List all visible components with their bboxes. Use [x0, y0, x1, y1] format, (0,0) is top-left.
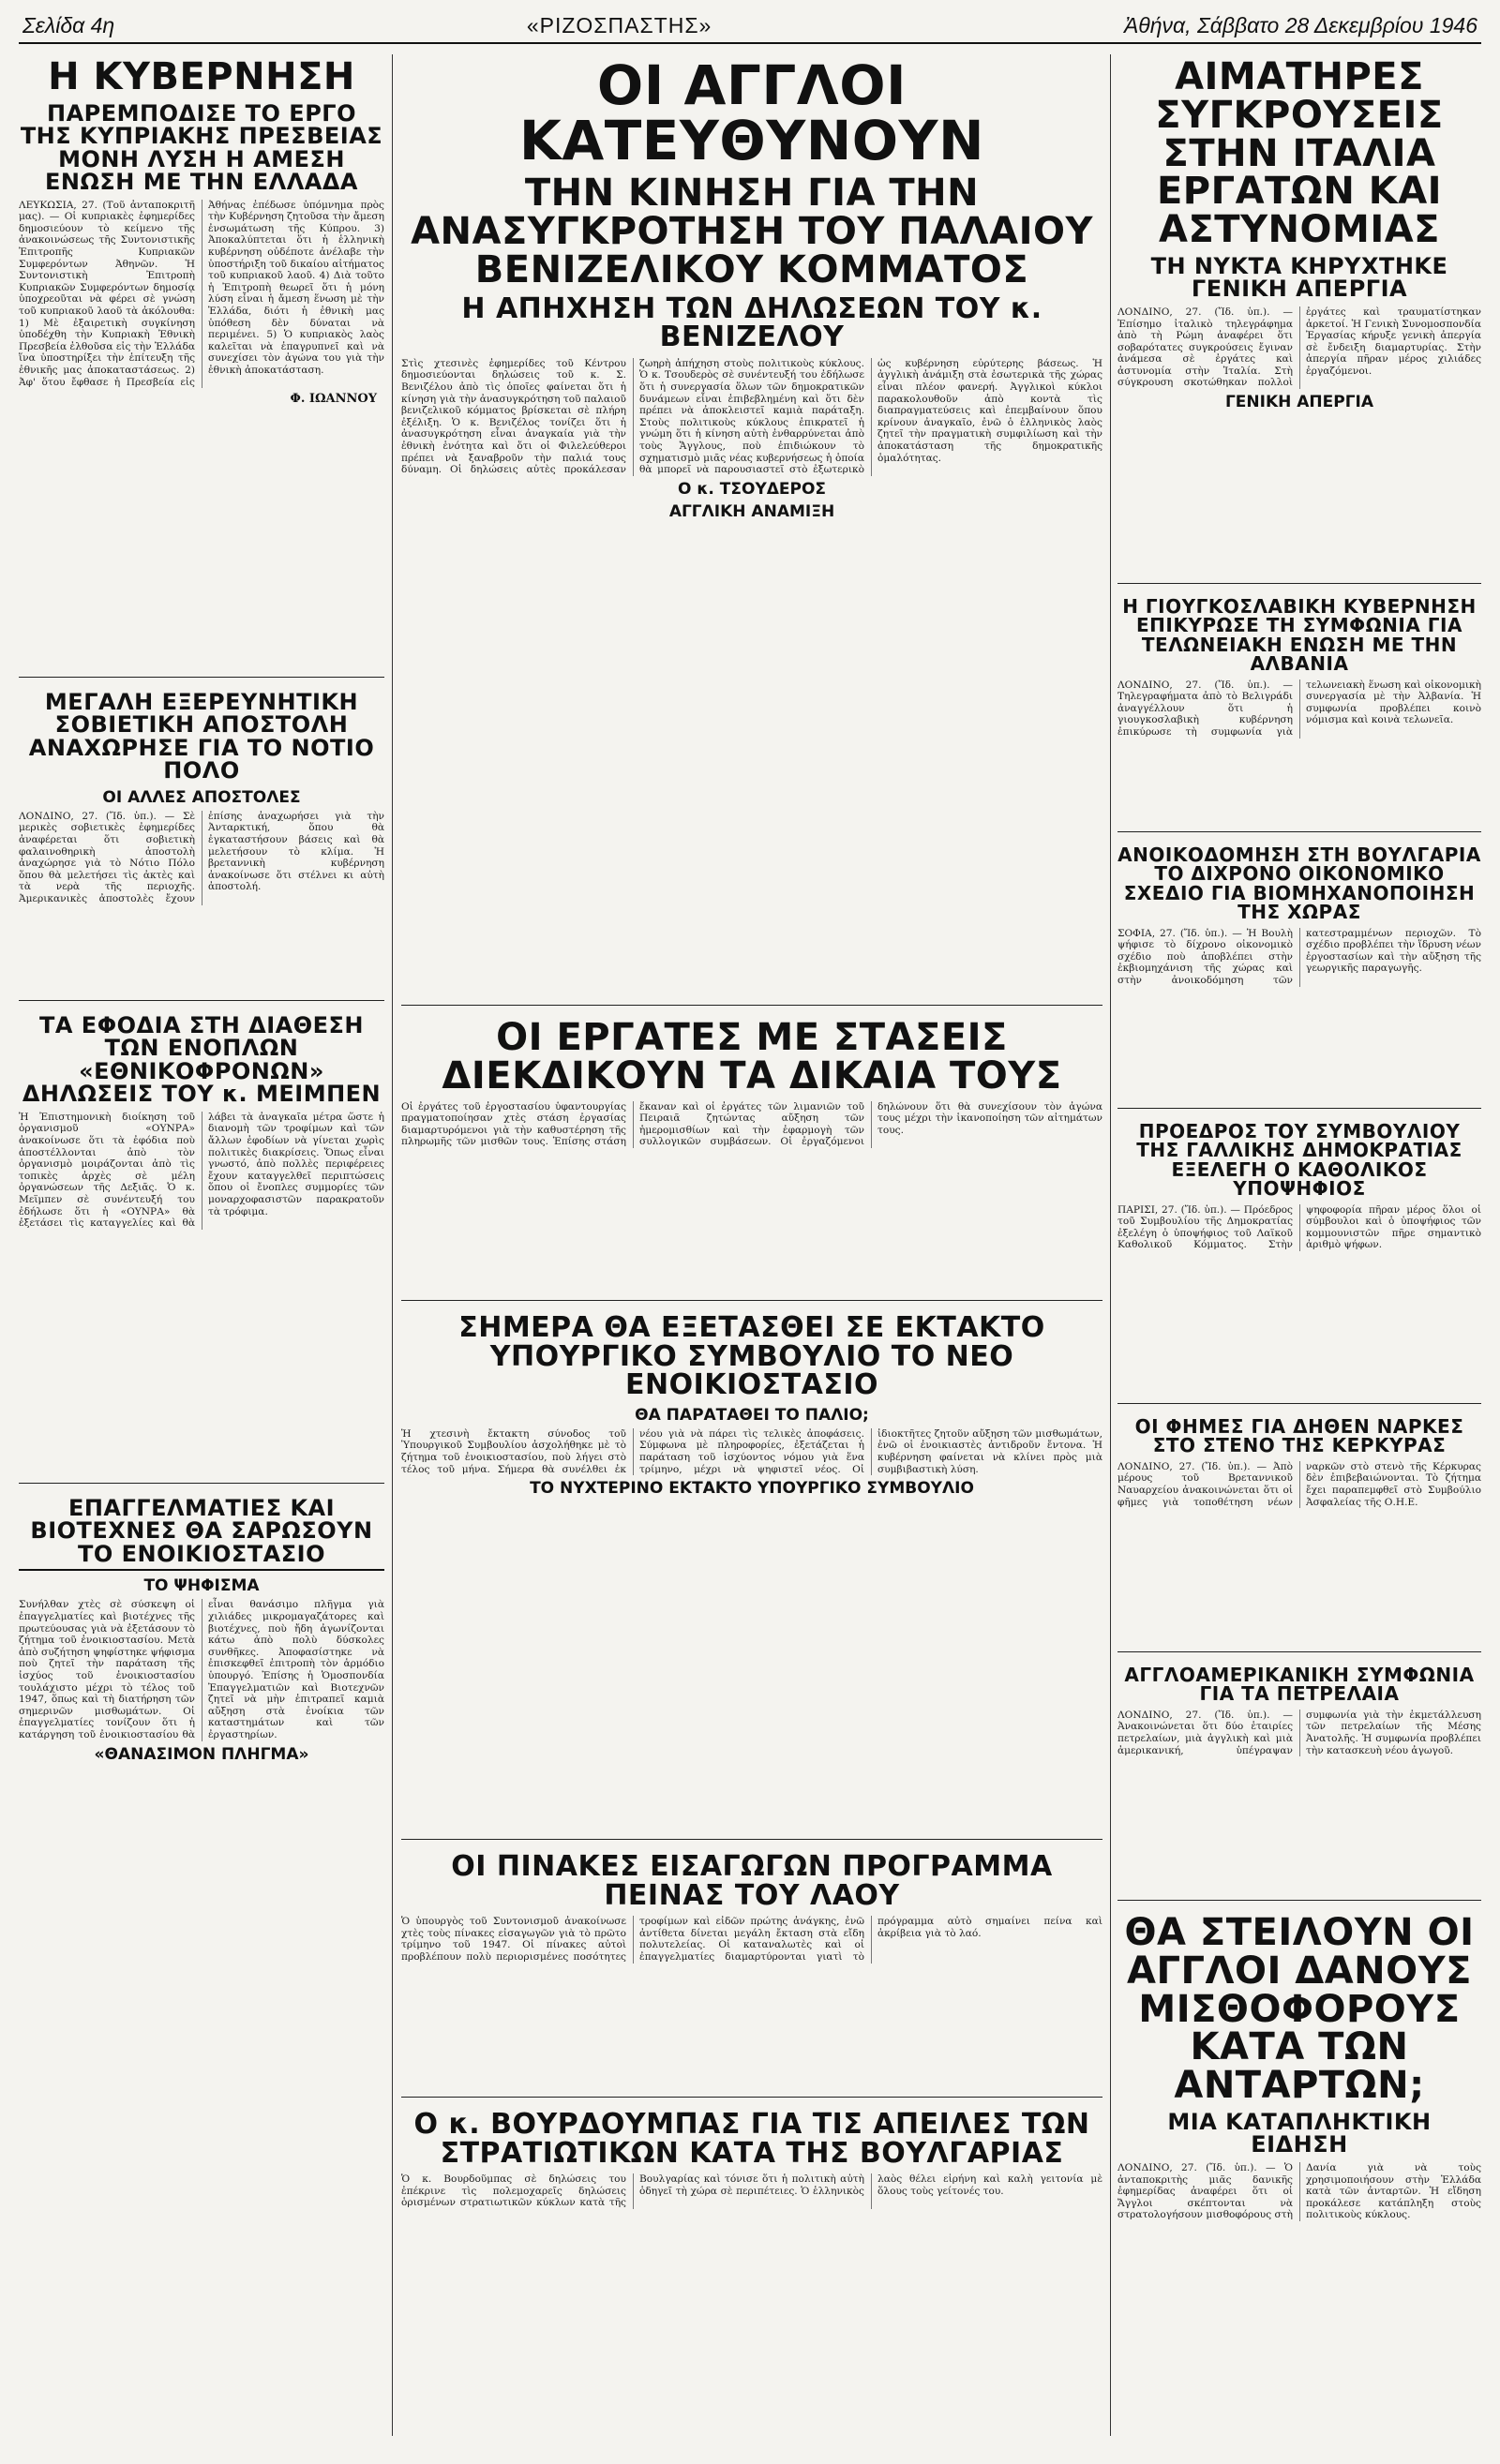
article-main — [401, 54, 1102, 1006]
article-subheadline: ΤΗ ΝΥΚΤΑ ΚΗΡΥΧΤΗΚΕ ΓΕΝΙΚΗ ΑΠΕΡΓΙΑ — [1150, 252, 1448, 303]
article-body: ΠΑΡΙΣΙ, 27. (Ἴδ. ὑπ.). — Πρόεδρος τοῦ Συμβουλίου τῆς Δημοκρατίας ἐξελέγη ὁ ὑποψήφιος τοῦ Λαϊκοῦ Καθολικοῦ Κόμματος. Στὴν ψηφοφορία πῆραν μέρος ὅλοι οἱ σύμβουλοι καὶ ὁ ὑποψήφιος τῶν κομμουνιστῶν πῆρε σημαντικὸ ἀριθμὸ ψήφων. — [1118, 1203, 1481, 1251]
article-subheading: ΘΑ ΠΑΡΑΤΑΘΕΙ ΤΟ ΠΑΛΙΟ; — [635, 1405, 869, 1425]
article-tenants — [19, 1493, 384, 2340]
masthead — [19, 13, 1481, 44]
article-headline: ΟΙ ΠΙΝΑΚΕΣ ΕΙΣΑΓΩΓΩΝ ΠΡΟΓΡΑΜΜΑ ΠΕΙΝΑΣ ΤΟΥ ΛΑΟΥ — [451, 1850, 1053, 1912]
article-body: Ἡ χτεσινὴ ἔκτακτη σύνοδος τοῦ Ὑπουργικοῦ Συμβουλίου ἀσχολήθηκε μὲ τὸ ζήτημα τοῦ ἐνοικιοστασίου, ποὺ λήγει στὸ τέλος τοῦ μήνα. Σήμερα θὰ συνέλθει ἐκ νέου γιὰ νὰ πάρει τὶς τελικὲς ἀποφάσεις. Σύμφωνα μὲ πληροφορίες, ἐξετάζεται ἡ παράταση τοῦ ἰσχύοντος νόμου γιὰ ἕνα τρίμηνο, μέχρι νὰ ψηφιστεῖ νέος. Οἱ ἰδιοκτῆτες ζητοῦν αὔξηση τῶν μισθωμάτων, ἐνῶ οἱ ἐνοικιαστὲς ἀντιδροῦν ἔντονα. Ἡ κυβέρνηση φαίνεται νὰ κλίνει πρὸς μιὰ συμβιβαστικὴ λύση. — [401, 1427, 1102, 1475]
article-headline: Ο κ. ΒΟΥΡΔΟΥΜΠΑΣ ΓΙΑ ΤΙΣ ΑΠΕΙΛΕΣ ΤΩΝ ΣΤΡΑΤΙΩΤΙΚΩΝ ΚΑΤΑ ΤΗΣ ΒΟΥΛΓΑΡΙΑΣ — [413, 2108, 1090, 2170]
article-headline: ΣΗΜΕΡΑ ΘΑ ΕΞΕΤΑΣΘΕΙ ΣΕ ΕΚΤΑΚΤΟ ΥΠΟΥΡΓΙΚΟ ΣΥΜΒΟΥΛΙΟ ΤΟ ΝΕΟ ΕΝΟΙΚΙΟΣΤΑΣΙΟ — [458, 1311, 1045, 1402]
article-signature: Φ. ΙΩΑΝΝΟΥ — [290, 392, 377, 407]
article-body: Στὶς χτεσινὲς ἐφημερίδες τοῦ Κέντρου δημοσιεύονται δηλώσεις τοῦ κ. Σ. Βενιζέλου ἀπὸ τὶς ὁποῖες φαίνεται ὅτι ἡ κίνηση γιὰ τὴν ἀνασυγκρότηση τοῦ παλαιοῦ βενιζελικοῦ κόμματος βρίσκεται σὲ πλήρη ἐξέλιξη. Ὁ κ. Βενιζέλος τονίζει ὅτι ἡ ἀνασυγκρότηση εἶναι ἀναγκαία γιὰ τὴν ἐθνικὴ ἑνότητα καὶ ὅτι οἱ Φιλελεύθεροι πρέπει νὰ ξαναβροῦν τὴν παλιά τους δύναμη. Οἱ δηλώσεις αὐτὲς προκάλεσαν ζωηρὴ ἀπήχηση στοὺς πολιτικοὺς κύκλους. Ὁ κ. Τσουδερὸς σὲ συνέντευξή του ἐδήλωσε ὅτι ἡ συνεργασία ὅλων τῶν δημοκρατικῶν δυνάμεων εἶναι ἐπιβεβλημένη καὶ ὅτι δὲν πρέπει νὰ ἀποκλειστεῖ καμιὰ παράταξη. Στοὺς πολιτικοὺς κύκλους ἐπικρατεῖ ἡ γνώμη ὅτι ἡ κίνηση αὐτὴ ἐνθαρρύνεται ἀπὸ τοὺς Ἄγγλους, ποὺ ἐπιδιώκουν τὸ σχηματισμὸ μιᾶς νέας κυβερνήσεως ἡ ὁποία θὰ μπορεῖ νὰ παρουσιαστεῖ στὸ ἐξωτερικὸ ὡς κυβέρνηση εὐρύτερης βάσεως. Ἡ ἀγγλικὴ ἀνάμιξη στὰ ἐσωτερικὰ τῆς χώρας εἶναι πλέον φανερή. Ἀγγλικοὶ κύκλοι παρακολουθοῦν ἀπὸ κοντὰ τὶς διαπραγματεύσεις καὶ ἐπεμβαίνουν ὅπου κρίνουν ἀναγκαῖο, ἐνῶ ὁ ἑλληνικὸς λαὸς ζητεῖ τὴν πραγματικὴ συμφιλίωση καὶ τὴν ἀποκατάσταση τῆς δημοκρατικῆς ὁμαλότητας. — [401, 357, 1102, 476]
column-divider — [392, 54, 393, 2436]
main-deck: Η ΑΠΗΧΗΣΗ ΤΩΝ ΔΗΛΩΣΕΩΝ ΤΟΥ κ. ΒΕΝΙΖΕΛΟΥ — [461, 291, 1042, 354]
article-body: ΛΟΝΔΙΝΟ, 27. (Ἴδ. ὑπ.). — Ἀπὸ μέρους τοῦ Βρεταννικοῦ Ναυαρχείου ἀνακοινώνεται ὅτι οἱ φῆμες γιὰ τοποθέτηση νέων ναρκῶν στὸ στενὸ τῆς Κέρκυρας δὲν ἐπιβεβαιώνονται. Τὸ ζήτημα ἔχει παραπεμφθεῖ στὸ Συμβούλιο Ἀσφαλείας τῆς Ο.Η.Ε. — [1118, 1460, 1481, 1508]
article-subheading: «ΘΑΝΑΣΙΜΟΝ ΠΛΗΓΜΑ» — [94, 1744, 309, 1764]
article-bulgaria-plan — [1118, 842, 1481, 1109]
article-british — [1118, 1910, 1481, 2382]
issue-date: Ἀθήνα, Σάββατο 28 Δεκεμβρίου 1946 — [1123, 13, 1478, 37]
article-subheading: ΤΟ ΝΥΧΤΕΡΙΝΟ ΕΚΤΑΚΤΟ ΥΠΟΥΡΓΙΚΟ ΣΥΜΒΟΥΛΙΟ — [530, 1479, 974, 1499]
article-headline: ΑΓΓΛΟΑΜΕΡΙΚΑΝΙΚΗ ΣΥΜΦΩΝΙΑ ΓΙΑ ΤΑ ΠΕΤΡΕΛΑΙΑ — [1124, 1664, 1475, 1706]
article-hunger — [401, 1849, 1102, 2098]
article-body: ΛΟΝΔΙΝΟ, 27. (Ἴδ. ὑπ.). — Τηλεγραφήματα ἀπὸ τὸ Βελιγράδι ἀναγγέλλουν ὅτι ἡ γιουγκοσλαβικὴ κυβέρνηση ἐπικύρωσε τὴ συμφωνία γιὰ τελωνειακὴ ἕνωση καὶ οἰκονομικὴ συνεργασία μὲ τὴν Ἀλβανία. Ἡ συμφωνία προβλέπει κοινὸ νόμισμα καὶ κοινὰ τελωνεῖα. — [1118, 679, 1481, 738]
right-column — [1118, 54, 1481, 2436]
column-divider — [1110, 54, 1111, 2436]
article-council — [401, 1310, 1102, 1840]
article-body: Ὁ ὑπουργὸς τοῦ Συντονισμοῦ ἀνακοίνωσε χτὲς τοὺς πίνακες εἰσαγωγῶν γιὰ τὸ πρῶτο τρίμηνο τοῦ 1947. Οἱ πίνακες αὐτοὶ προβλέπουν πολὺ περιορισμένες ποσότητες τροφίμων καὶ εἰδῶν πρώτης ἀνάγκης, ἐνῶ ἀντίθετα δίνεται μεγάλη ἔκταση στὰ εἴδη πολυτελείας. Οἱ καταναλωτὲς καὶ οἱ ἐπαγγελματίες διαμαρτύρονται γιατὶ τὸ πρόγραμμα αὐτὸ σημαίνει πείνα καὶ ἀκρίβεια γιὰ τὸ λαό. — [401, 1916, 1102, 1963]
article-headline: ΤΑ ΕΦΟΔΙΑ ΣΤΗ ΔΙΑΘΕΣΗ ΤΩΝ ΕΝΟΠΛΩΝ «ΕΘΝΙΚΟΦΡΟΝΩΝ» ΔΗΛΩΣΕΙΣ ΤΟΥ κ. ΜΕΙΜΠΕΝ — [22, 1012, 382, 1108]
article-italy — [1118, 54, 1481, 584]
article-bulgaria — [401, 2107, 1102, 2436]
article-oil — [1118, 1662, 1481, 1901]
article-headline: Η ΓΙΟΥΓΚΟΣΛΑΒΙΚΗ ΚΥΒΕΡΝΗΣΗ ΕΠΙΚΥΡΩΣΕ ΤΗ ΣΥΜΦΩΝΙΑ ΓΙΑ ΤΕΛΩΝΕΙΑΚΗ ΕΝΩΣΗ ΜΕ ΤΗΝ ΑΛΒΑΝΙΑ — [1122, 595, 1477, 676]
article-subheadline: ΜΙΑ ΚΑΤΑΠΛΗΚΤΙΚΗ ΕΙΔΗΣΗ — [1167, 2108, 1432, 2158]
page-number: Σελίδα 4η — [22, 13, 115, 37]
article-headline: ΟΙ ΦΗΜΕΣ ΓΙΑ ΔΗΘΕΝ ΝΑΡΚΕΣ ΣΤΟ ΣΤΕΝΟ ΤΗΣ ΚΕΡΚΥΡΑΣ — [1134, 1415, 1464, 1457]
article-subheading: ΟΙ ΑΛΛΕΣ ΑΠΟΣΤΟΛΕΣ — [102, 787, 301, 807]
article-body: ΛΟΝΔΙΝΟ, 27. (Ἴδ. ὑπ.). — Ὁ ἀνταποκριτὴς μιᾶς δανικῆς ἐφημερίδας ἀναφέρει ὅτι οἱ Ἄγγλοι σκέπτονται νὰ στρατολογήσουν μισθοφόρους στὴ Δανία γιὰ νὰ τοὺς χρησιμοποιήσουν στὴν Ἑλλάδα κατὰ τῶν ἀνταρτῶν. Ἡ εἴδηση προκάλεσε κατάπληξη στοὺς πολιτικοὺς κύκλους. — [1118, 2161, 1481, 2221]
article-body: ΛΟΝΔΙΝΟ, 27. (Ἴδ. ὑπ.). — Ἀνακοινώνεται ὅτι δύο ἑταιρίες πετρελαίων, μιὰ ἀγγλικὴ καὶ μιὰ ἀμερικανική, ὑπέγραψαν συμφωνία γιὰ τὴν ἐκμετάλλευση τῶν πετρελαίων τῆς Μέσης Ἀνατολῆς. Ἡ συμφωνία προβλέπει τὴν κατασκευὴ νέου ἀγωγοῦ. — [1118, 1709, 1481, 1756]
article-headline: ΑΙΜΑΤΗΡΕΣ ΣΥΓΚΡΟΥΣΕΙΣ ΣΤΗΝ ΙΤΑΛΙΑ ΕΡΓΑΤΩΝ ΚΑΙ ΑΣΤΥΝΟΜΙΑΣ — [1155, 55, 1444, 252]
newspaper-page — [19, 13, 1481, 2436]
article-albania — [1118, 593, 1481, 832]
left-column — [19, 54, 384, 2436]
article-headline: ΕΠΑΓΓΕΛΜΑΤΙΕΣ ΚΑΙ ΒΙΟΤΕΧΝΕΣ ΘΑ ΣΑΡΩΣΟΥΝ ΤΟ ΕΝΟΙΚΙΟΣΤΑΣΙΟ — [19, 1497, 384, 1571]
article-cyprus — [19, 54, 384, 678]
newspaper-title: «ΡΙΖΟΣΠΑΣΤΗΣ» — [526, 13, 712, 37]
center-column — [401, 54, 1102, 2436]
main-subheadline: ΤΗΝ ΚΙΝΗΣΗ ΓΙΑ ΤΗΝ ΑΝΑΣΥΓΚΡΟΤΗΣΗ ΤΟΥ ΠΑΛΑΙΟΥ ΒΕΝΙΖΕΛΙΚΟΥ ΚΟΜΜΑΤΟΣ — [411, 172, 1093, 291]
article-headline: ΠΡΟΕΔΡΟΣ ΤΟΥ ΣΥΜΒΟΥΛΙΟΥ ΤΗΣ ΓΑΛΛΙΚΗΣ ΔΗΜΟΚΡΑΤΙΑΣ ΕΞΕΛΕΓΗ Ο ΚΑΘΟΛΙΚΟΣ ΥΠΟΨΗΦΙΟΣ — [1136, 1120, 1462, 1201]
article-headline: ΜΕΓΑΛΗ ΕΞΕΡΕΥΝΗΤΙΚΗ ΣΟΒΙΕΤΙΚΗ ΑΠΟΣΤΟΛΗ ΑΝΑΧΩΡΗΣΕ ΓΙΑ ΤΟ ΝΟΤΙΟ ΠΟΛΟ — [28, 689, 375, 784]
article-polar — [19, 687, 384, 1001]
article-body: Ὁ κ. Βουρδοῦμπας σὲ δηλώσεις του ἐπέκρινε τὶς πολεμοχαρεῖς δηλώσεις ὁρισμένων στρατιωτικῶν κύκλων κατὰ τῆς Βουλγαρίας καὶ τόνισε ὅτι ἡ πολιτικὴ αὐτὴ ὁδηγεῖ τὴ χώρα σὲ περιπέτειες. Ὁ ἑλληνικὸς λαὸς θέλει εἰρήνη καὶ καλὴ γειτονία μὲ ὅλους τοὺς γείτονές του. — [401, 2173, 1102, 2209]
article-corfu — [1118, 1413, 1481, 1652]
article-subheading: Ο κ. ΤΣΟΥΔΕΡΟΣ — [677, 479, 827, 499]
article-headline: ΟΙ ΕΡΓΑΤΕΣ ΜΕ ΣΤΑΣΕΙΣ ΔΙΕΚΔΙΚΟΥΝ ΤΑ ΔΙΚΑΙΑ ΤΟΥΣ — [442, 1016, 1062, 1098]
article-subheading: ΑΓΓΛΙΚΗ ΑΝΑΜΙΞΗ — [668, 501, 835, 521]
article-france — [1118, 1118, 1481, 1404]
article-body: Συνήλθαν χτὲς σὲ σύσκεψη οἱ ἐπαγγελματίες καὶ βιοτέχνες τῆς πρωτεύουσας γιὰ νὰ ἐξετάσουν τὸ ζήτημα τοῦ ἐνοικιοστασίου. Μετὰ ἀπὸ συζήτηση ψηφίστηκε ψήφισμα ποὺ ζητεῖ τὴν παράταση τῆς ἰσχύος τοῦ ἐνοικιοστασίου τουλάχιστο μέχρι τὸ τέλος τοῦ 1947, ὅπως καὶ τὴ διατήρηση τῶν σημερινῶν μισθωμάτων. Οἱ ἐπαγγελματίες τονίζουν ὅτι ἡ κατάργηση τοῦ ἐνοικιοστασίου θὰ εἶναι θανάσιμο πλῆγμα γιὰ χιλιάδες μικρομαγαζάτορες καὶ βιοτέχνες, ποὺ ἤδη ἀγωνίζονται κάτω ἀπὸ πολὺ δύσκολες συνθῆκες. Ἀποφασίστηκε νὰ ἐπισκεφθεῖ ἐπιτροπὴ τὸν ἁρμόδιο ὑπουργό. Ἐπίσης ἡ Ὁμοσπονδία Ἐπαγγελματιῶν καὶ Βιοτεχνῶν ζητεῖ νὰ μὴν ἐπιτραπεῖ καμιὰ αὔξηση στὰ ἐνοίκια τῶν καταστημάτων καὶ τῶν ἐργαστηρίων. — [19, 1599, 384, 1740]
article-headline: ΘΑ ΣΤΕΙΛΟΥΝ ΟΙ ΑΓΓΛΟΙ ΔΑΝΟΥΣ ΜΙΣΘΟΦΟΡΟΥΣ ΚΑΤΑ ΤΩΝ ΑΝΤΑΡΤΩΝ; — [1124, 1911, 1475, 2108]
article-subheading: ΤΟ ΨΗΦΙΣΜΑ — [143, 1576, 260, 1596]
article-body: ΛΟΝΔΙΝΟ, 27. (Ἴδ. ὑπ.). — Ἐπίσημο ἰταλικὸ τηλεγράφημα ἀπὸ τὴ Ρώμη ἀναφέρει ὅτι σοβαρότατες συγκρούσεις ἔγιναν ἀνάμεσα σὲ ἐργάτες καὶ ἀστυνομία στὴν Ἰταλία. Στὴ σύγκρουση σκοτώθηκαν πολλοὶ ἐργάτες καὶ τραυματίστηκαν ἀρκετοί. Ἡ Γενικὴ Συνομοσπονδία Ἐργασίας κήρυξε γενικὴ ἀπεργία σὲ ἔνδειξη διαμαρτυρίας. Στὴν ἀπεργία πῆραν μέρος χιλιάδες ἐργαζόμενοι. — [1118, 306, 1481, 389]
article-body: Ἡ Ἐπιστημονικὴ διοίκηση τοῦ ὀργανισμοῦ «ΟΥΝΡΑ» ἀνακοίνωσε ὅτι τὰ ἐφόδια ποὺ ἀποστέλλονται ἀπὸ τὸν ὀργανισμὸ μοιράζονται ἀπὸ τὶς τοπικὲς ἀρχὲς σὲ μέλη ὀργανώσεων τῆς Δεξιᾶς. Ὁ κ. Μεϊμπεν σὲ συνέντευξή του ἐδήλωσε ὅτι ἡ «ΟΥΝΡΑ» θὰ ἐξετάσει τὶς καταγγελίες καὶ θὰ λάβει τὰ ἀναγκαῖα μέτρα ὥστε ἡ διανομὴ τῶν τροφίμων καὶ τῶν ἄλλων ἐφοδίων νὰ γίνεται χωρὶς πολιτικὲς διακρίσεις. Ὅπως εἶναι γνωστό, ἀπὸ πολλὲς περιφέρειες ἔχουν καταγγελθεῖ περιπτώσεις ὅπου οἱ ἔνοπλες συμμορίες τῶν μοναρχοφασιστῶν παρακρατοῦν τὰ τρόφιμα. — [19, 1111, 384, 1230]
article-body: Οἱ ἐργάτες τοῦ ἐργοστασίου ὑφαντουργίας πραγματοποίησαν χτὲς στάση ἐργασίας διαμαρτυρόμενοι γιὰ τὴν καθυστέρηση τῆς πληρωμῆς τῶν μισθῶν τους. Ἐπίσης στάση ἔκαναν καὶ οἱ ἐργάτες τῶν λιμανιῶν τοῦ Πειραιᾶ ζητώντας αὔξηση τῶν ἡμερομισθίων καὶ τὴν ἐφαρμογὴ τῶν συλλογικῶν συμβάσεων. Οἱ ἐργαζόμενοι δηλώνουν ὅτι θὰ συνεχίσουν τὸν ἀγώνα τους μέχρι τὴν ἱκανοποίηση τῶν αἰτημάτων τους. — [401, 1100, 1102, 1148]
article-body: ΣΟΦΙΑ, 27. (Ἴδ. ὑπ.). — Ἡ Βουλὴ ψήφισε τὸ δίχρονο οἰκονομικὸ σχέδιο ποὺ ἀποβλέπει στὴν ἐκβιομηχάνιση τῆς χώρας καὶ στὴν ἀνοικοδόμηση τῶν κατεστραμμένων περιοχῶν. Τὸ σχέδιο προβλέπει τὴν ἵδρυση νέων ἐργοστασίων καὶ τὴν αὔξηση τῆς γεωργικῆς παραγωγῆς. — [1118, 927, 1481, 986]
article-body: ΛΕΥΚΩΣΙΑ, 27. (Τοῦ ἀνταποκριτῆ μας). — Οἱ κυπριακὲς ἐφημερίδες δημοσιεύουν τὸ κείμενο τῆς ἀνακοινώσεως τῆς Συντονιστικῆς Ἐπιτροπῆς Κυπριακῶν Συμφερόντων Ἀθηνῶν. Ἡ Συντονιστικὴ Ἐπιτροπὴ Κυπριακῶν Συμφερόντων δημοσίᾳ ὑποχρεοῦται νὰ φέρει σὲ γνώση τοῦ κυπριακοῦ λαοῦ τὰ ἀκόλουθα: 1) Μὲ ἐξαιρετικὴ συγκίνηση ὑποδέχθη τὴν Κυπριακὴ Ἐθνικὴ Πρεσβεία ἐλθοῦσα εἰς τὴν Ἑλλάδα ἵνα ὑποστηρίξει τὴν ἐπίτευξη τῆς ἐθνικῆς μας ἀποκαταστάσεως. 2) Ἀφ' ὅτου ἔφθασε ἡ Πρεσβεία εἰς Ἀθήνας ἐπέδωσε ὑπόμνημα πρὸς τὴν Κυβέρνηση ζητοῦσα τὴν ἄμεση ἐνσωμάτωση τῆς Κύπρου. 3) Ἀποκαλύπτεται ὅτι ἡ ἑλληνικὴ κυβέρνηση οὐδέποτε ἀνέλαβε τὴν ὑποστήριξη τοῦ δικαίου αἰτήματος τοῦ κυπριακοῦ λαοῦ. 4) Διὰ τοῦτο ἡ Ἐπιτροπὴ θεωρεῖ ὅτι ἡ μόνη λύση εἶναι ἡ ἄμεση ἕνωση μὲ τὴν Ἑλλάδα, διότι ἡ ἐθνικὴ μας ὑπόθεση δὲν δύναται νὰ περιμένει. 5) Ὁ κυπριακὸς λαὸς καλεῖται νὰ ἐπαγρυπνεῖ καὶ νὰ συνεχίσει τὸν ἀγώνα του γιὰ τὴν ἐθνικὴ ἀποκατάσταση. — [19, 199, 384, 388]
article-workers — [401, 1015, 1102, 1301]
article-subheading: ΓΕΝΙΚΗ ΑΠΕΡΓΙΑ — [1224, 393, 1374, 412]
article-body: ΛΟΝΔΙΝΟ, 27. (Ἴδ. ὑπ.). — Σὲ μερικὲς σοβιετικὲς ἐφημερίδες ἀναφέρεται ὅτι σοβιετικὴ φαλαινοθηρικὴ ἀποστολὴ ἀναχώρησε γιὰ τὸ Νότιο Πόλο ὅπου θὰ μελετήσει τὶς ἀκτὲς καὶ τὰ νερὰ τῆς περιοχῆς. Ἀμερικανικὲς ἀποστολὲς ἔχουν ἐπίσης ἀναχωρήσει γιὰ τὴν Ἀνταρκτική, ὅπου θὰ ἐγκαταστήσουν βάσεις καὶ θὰ μελετήσουν τὸ κλίμα. Ἡ βρεταννικὴ κυβέρνηση ἀνακοίνωσε ὅτι στέλνει κι αὐτὴ ἀποστολή. — [19, 810, 384, 905]
article-headline: ΠΑΡΕΜΠΟΔΙΣΕ ΤΟ ΕΡΓΟ ΤΗΣ ΚΥΠΡΙΑΚΗΣ ΠΡΕΣΒΕΙΑΣ ΜΟΝΗ ΛΥΣΗ Η ΑΜΕΣΗ ΕΝΩΣΗ ΜΕ ΤΗΝ ΕΛΛΑΔΑ — [20, 99, 383, 196]
article-ethnikofrones — [19, 1010, 384, 1484]
article-kicker: Η ΚΥΒΕΡΝΗΣΗ — [48, 55, 355, 98]
article-headline: ΑΝΟΙΚΟΔΟΜΗΣΗ ΣΤΗ ΒΟΥΛΓΑΡΙΑ ΤΟ ΔΙΧΡΟΝΟ ΟΙΚΟΝΟΜΙΚΟ ΣΧΕΔΙΟ ΓΙΑ ΒΙΟΜΗΧΑΝΟΠΟΙΗΣΗ ΤΗΣ ΧΩΡΑΣ — [1118, 844, 1481, 924]
main-headline: ΟΙ ΑΓΓΛΟΙ ΚΑΤΕΥΘΥΝΟΥΝ — [518, 54, 985, 173]
